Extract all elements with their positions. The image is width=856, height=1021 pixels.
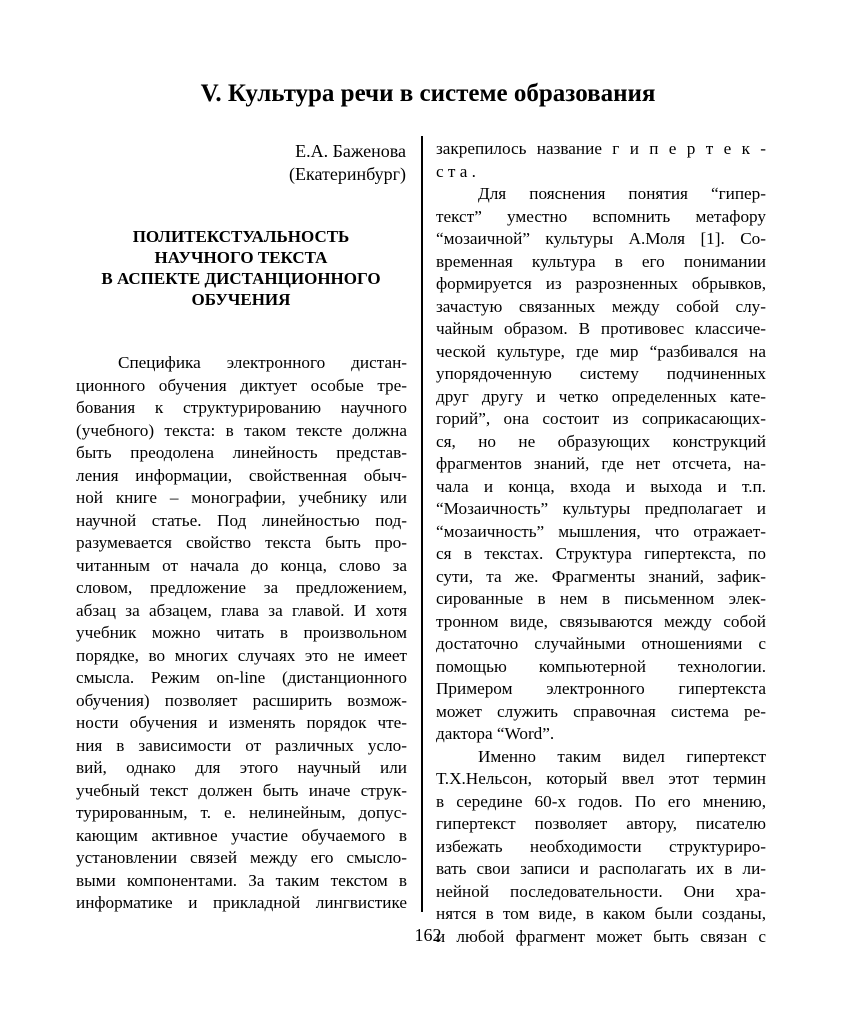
article-title-line: ОБУЧЕНИЯ <box>191 290 291 309</box>
text-line: (учебного) текста: в таком тексте должна <box>76 420 407 440</box>
text-line: научной статье. Под линейностью под- <box>76 510 407 530</box>
article-title <box>74 226 408 310</box>
text-line: с т а . <box>436 161 476 181</box>
text-line: ционного обучения диктует особые тре- <box>76 375 407 395</box>
text-line: выми компонентами. За таким текстом в <box>76 870 407 890</box>
author-block <box>240 140 406 186</box>
text-line: зачастую связанных между собой слу- <box>436 296 766 316</box>
text-line: и любой фрагмент может быть связан с <box>436 926 766 946</box>
text-line: Примером электронного гипертекста <box>436 679 766 698</box>
text-line: ния в зависимости от различных усло- <box>76 735 407 755</box>
text-line: “мозаичной” культуры А.Моля [1]. Со- <box>436 229 766 248</box>
text-line: быть преодолена линейность представ- <box>76 443 407 462</box>
text-line: формируется из разрозненных обрывков, <box>436 274 766 293</box>
text-line: чала и конца, входа и выхода и т.п. <box>436 476 766 496</box>
article-title-line: В АСПЕКТЕ ДИСТАНЦИОННОГО <box>101 269 381 288</box>
text-line: гипертекст позволяет автору, писателю <box>436 814 766 833</box>
text-line: Специфика электронного дистан- <box>118 353 407 372</box>
text-line: информатике и прикладной лингвистике <box>76 893 407 912</box>
text-line: учебный текст должен быть иначе струк- <box>76 780 407 800</box>
text-line: дактора “Word”. <box>436 724 555 743</box>
text-line: “Мозаичность” культуры предполагает и <box>436 499 766 518</box>
text-line: ности обучения и изменять порядок чте- <box>76 713 407 732</box>
text-line: тронном виде, связываются между собой <box>436 611 766 631</box>
text-line: в середине 60-х годов. По его мнению, <box>436 791 766 811</box>
text-line: смысла. Режим on-line (дистанционного <box>76 668 407 687</box>
text-line: порядке, во многих случаях это не имеет <box>76 645 407 665</box>
text-line: нятся в том виде, в каком были созданы, <box>436 904 766 923</box>
text-line: достаточно случайными отношениями с <box>436 634 766 653</box>
text-line: абзац за абзацем, глава за главой. И хотя <box>76 600 407 620</box>
section-title: V. Культура речи в системе образования <box>200 80 656 107</box>
page-number: 162 <box>414 925 442 945</box>
text-line: упорядоченную систему подчиненных <box>436 364 766 383</box>
text-line: сути, та же. Фрагменты знаний, зафик- <box>436 566 766 586</box>
text-line: учебник можно читать в произвольном <box>76 623 407 642</box>
article-title-line: НАУЧНОГО ТЕКСТА <box>154 248 328 267</box>
text-line: словом, предложение за предложением, <box>76 578 407 597</box>
text-line: ной книге – монографии, учебнику или <box>76 488 407 507</box>
text-line: может служить справочная система ре- <box>436 701 766 721</box>
text-line: турированным, т. е. нелинейным, допус- <box>76 803 407 822</box>
text-line: временная культура в его понимании <box>436 251 766 271</box>
text-line: вать свои записи и располагать их в ли- <box>436 859 766 878</box>
text-line: ся, но не образующих конструкций <box>436 431 766 451</box>
author-name: Е.А. Баженова <box>295 141 406 161</box>
text-line: ся в текстах. Структура гипертекста, по <box>436 544 766 563</box>
text-line: избежать необходимости структуриро- <box>436 836 766 856</box>
text-line: чайным образом. В противовес классиче- <box>436 319 766 338</box>
author-city: (Екатеринбург) <box>289 164 406 184</box>
text-line: текст” уместно вспомнить метафору <box>436 206 766 226</box>
text-line: Для пояснения понятия “гипер- <box>478 184 766 203</box>
text-line: ления информации, свойственная обыч- <box>76 465 407 485</box>
text-line: нейной последовательности. Они хра- <box>436 881 766 901</box>
column-divider <box>421 136 423 912</box>
right-column <box>436 138 766 948</box>
article-title-line: ПОЛИТЕКСТУАЛЬНОСТЬ <box>132 227 350 246</box>
text-line: бования к структурированию научного <box>76 398 407 417</box>
text-line: закрепилось название г и п е р т е к - <box>436 139 766 158</box>
text-line: помощью компьютерной технологии. <box>436 656 766 676</box>
text-line: обучения) позволяет расширить возмож- <box>76 690 407 710</box>
text-line: “мозаичность” мышления, что отражает- <box>436 521 766 541</box>
text-line: читанным от начала до конца, слово за <box>76 555 407 575</box>
text-line: Именно таким видел гипертекст <box>478 746 766 766</box>
text-line: установлении связей между его смысло- <box>76 848 407 867</box>
text-line: кающим активное участие обучаемого в <box>76 825 407 845</box>
text-line: Т.Х.Нельсон, который ввел этот термин <box>436 769 766 788</box>
text-line: горий”, она состоит из соприкасающих- <box>436 409 766 428</box>
text-line: сированные в нем в письменном элек- <box>436 589 766 608</box>
text-line: ческой культуре, где мир “разбивался на <box>436 341 766 361</box>
text-line: разумевается свойство текста быть про- <box>76 533 407 552</box>
text-line: друг другу и четко определенных кате- <box>436 386 766 406</box>
text-line: фрагментов знаний, где нет отсчета, на- <box>436 454 766 473</box>
text-line: вий, однако для этого научный или <box>76 758 407 777</box>
left-column <box>76 352 407 915</box>
